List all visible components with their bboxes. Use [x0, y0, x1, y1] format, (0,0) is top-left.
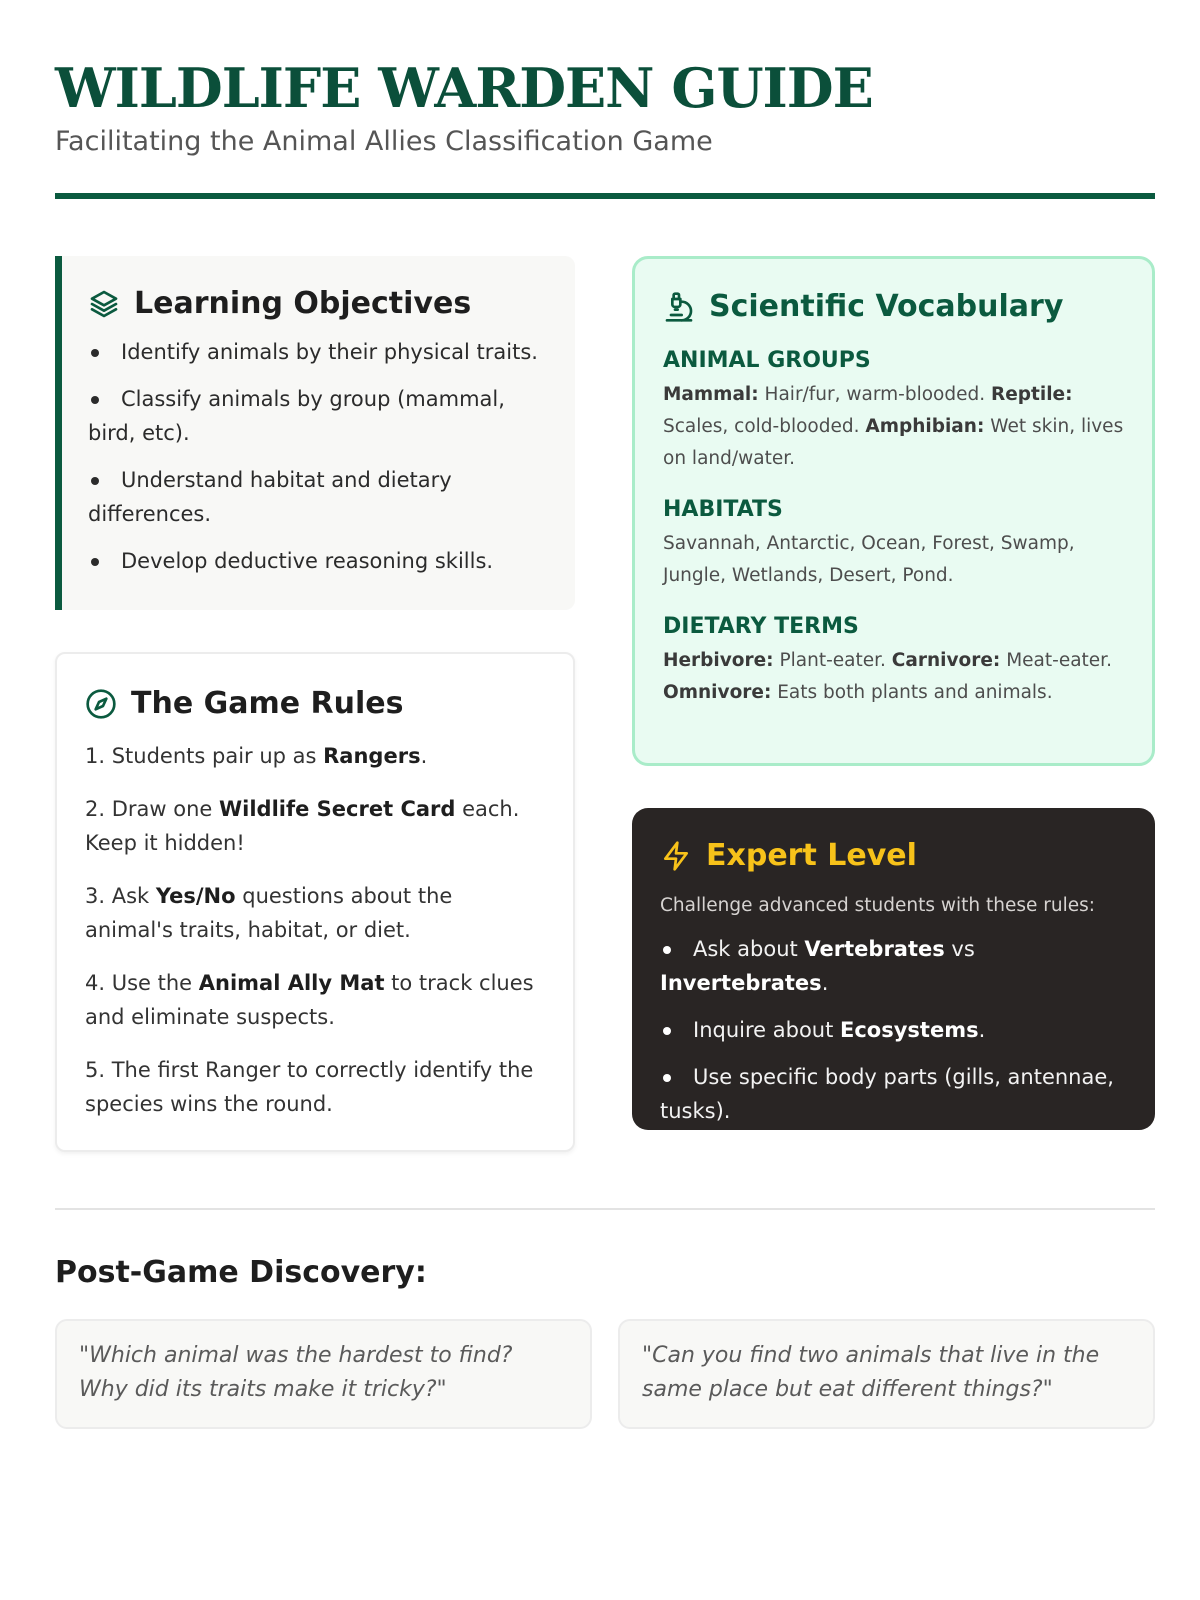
scientific-vocabulary-card: [632, 256, 1155, 766]
game-rules-card: [55, 652, 575, 1152]
expert-list: [660, 932, 1127, 1128]
layers-icon: [88, 288, 120, 320]
rule-item: 1. Students pair up as Rangers.: [85, 744, 428, 768]
vocabulary-title: Scientific Vocabulary: [709, 289, 1064, 324]
discussion-question: "Which animal was the hardest to find? Why did its traits make it tricky?": [55, 1319, 592, 1429]
objective-item: Develop deductive reasoning skills.: [88, 544, 549, 578]
objective-item: Classify animals by group (mammal, bird, etc).: [88, 382, 549, 450]
microscope-icon: [663, 291, 695, 323]
expert-item: Use specific body parts (gills, antennae, tusks).: [660, 1060, 1127, 1128]
rule-item: 3. Ask Yes/No questions about the animal's traits, habitat, or diet.: [85, 884, 453, 942]
animal-groups-text: Mammal: Hair/fur, warm-blooded. Reptile: Scales, cold-blooded. Amphibian: Wet skin, lives on land/water.: [663, 384, 1124, 469]
learning-objectives-title: Learning Objectives: [134, 286, 472, 321]
dietary-terms-heading: DIETARY TERMS: [663, 614, 859, 639]
habitats-text: Savannah, Antarctic, Ocean, Forest, Swamp, Jungle, Wetlands, Desert, Pond.: [663, 533, 1075, 586]
title-divider: [55, 193, 1155, 199]
dietary-terms-text: Herbivore: Plant-eater. Carnivore: Meat-eater. Omnivore: Eats both plants and animals.: [663, 650, 1112, 703]
discussion-question: "Can you find two animals that live in the same place but eat different things?": [618, 1319, 1155, 1429]
vocabulary-heading: [663, 289, 1124, 324]
habitats-heading: HABITATS: [663, 497, 783, 522]
section-divider: [55, 1208, 1155, 1210]
expert-intro: Challenge advanced students with these rules:: [660, 895, 1095, 916]
post-game-discovery-title: Post-Game Discovery:: [55, 1255, 427, 1290]
expert-level-card: [632, 808, 1155, 1130]
expert-item: Inquire about Ecosystems.: [660, 1013, 1127, 1047]
learning-objectives-heading: [88, 286, 549, 321]
learning-objectives-card: [55, 256, 575, 610]
page-subtitle: Facilitating the Animal Allies Classification Game: [55, 126, 713, 157]
expert-item: Ask about Vertebrates vs Invertebrates.: [660, 932, 1127, 1000]
lightning-icon: [660, 840, 692, 872]
rule-item: 2. Draw one Wildlife Secret Card each. Keep it hidden!: [85, 797, 520, 855]
page-title: WILDLIFE WARDEN GUIDE: [55, 56, 873, 120]
game-rules-heading: [85, 686, 545, 721]
objective-item: Understand habitat and dietary differences.: [88, 463, 549, 531]
expert-level-title: Expert Level: [706, 838, 917, 873]
animal-groups-heading: ANIMAL GROUPS: [663, 348, 871, 373]
rules-list: [85, 739, 545, 1121]
expert-level-heading: [660, 838, 1127, 873]
rule-item: 5. The first Ranger to correctly identify the species wins the round.: [85, 1058, 534, 1116]
rule-item: 4. Use the Animal Ally Mat to track clues and eliminate suspects.: [85, 971, 534, 1029]
compass-icon: [85, 688, 117, 720]
objective-item: Identify animals by their physical traits.: [88, 335, 549, 369]
objectives-list: [88, 335, 549, 578]
game-rules-title: The Game Rules: [131, 686, 404, 721]
